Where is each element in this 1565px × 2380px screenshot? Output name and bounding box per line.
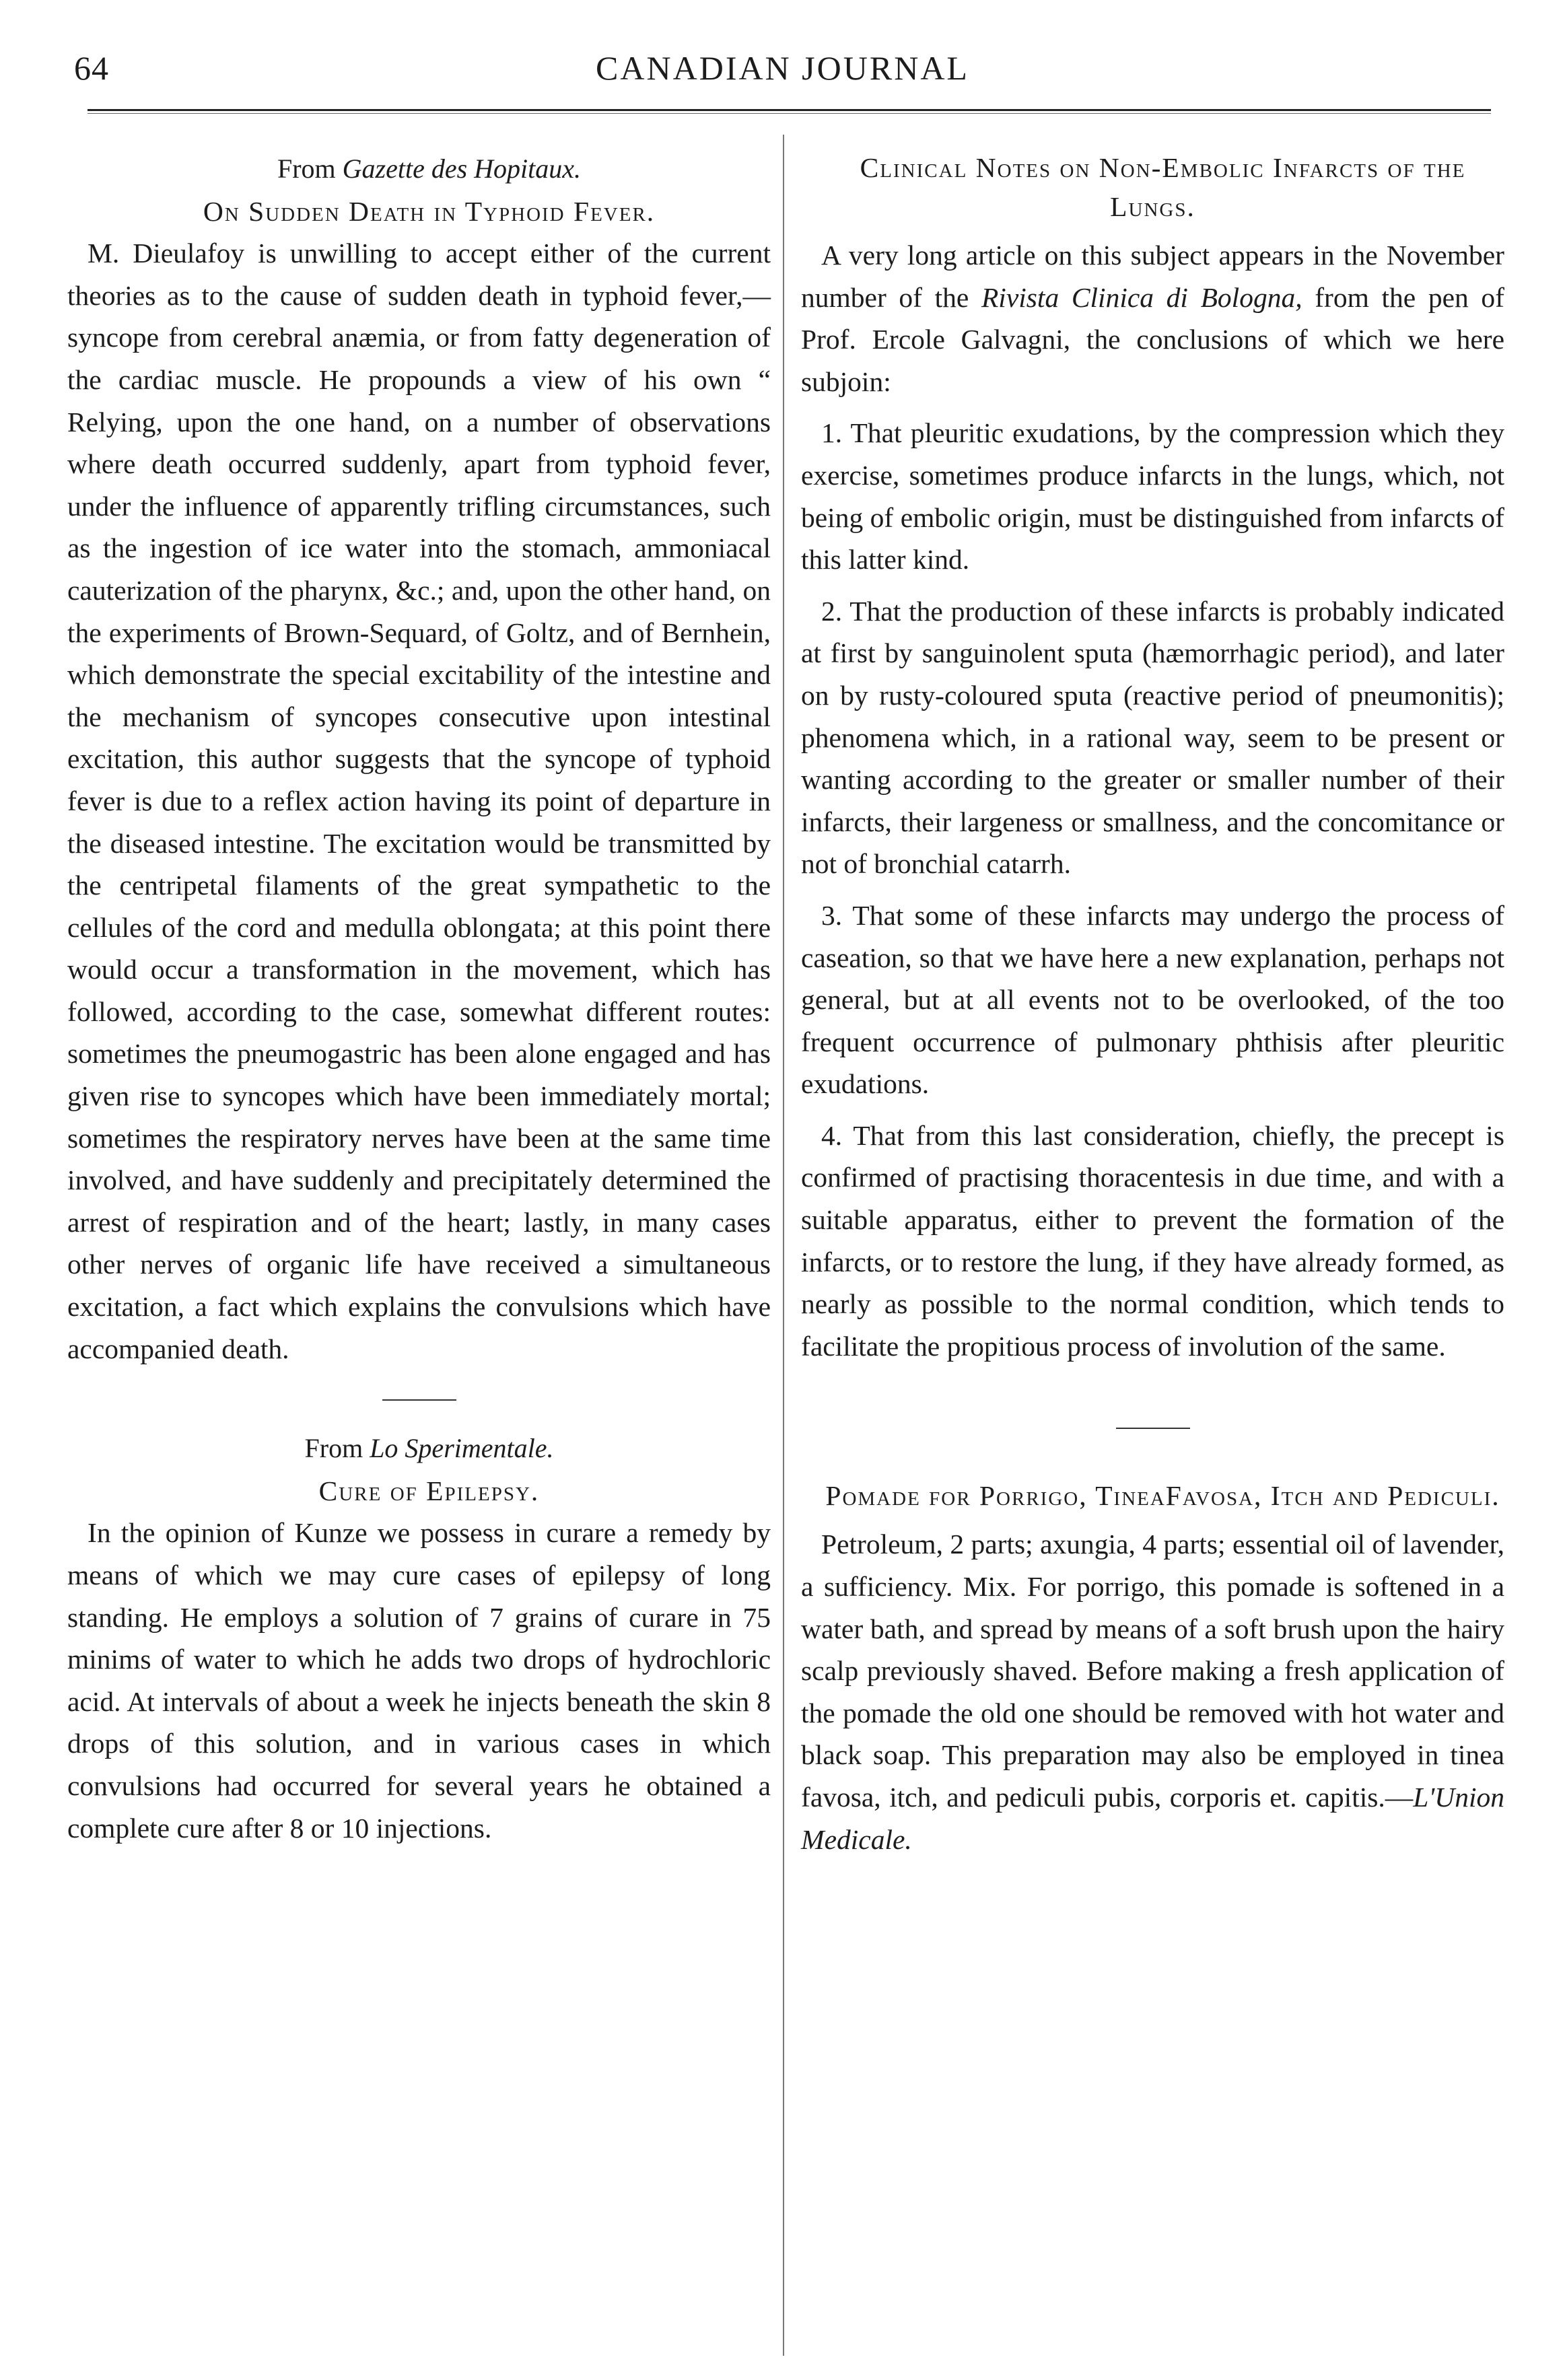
running-title: CANADIAN JOURNAL <box>596 49 969 87</box>
article-source <box>67 148 771 190</box>
numbered-point: 1. That pleuritic exudations, by the compression which they exercise, sometimes produce infarcts in the lungs, which, not being of embolic origin, must be distinguished from infarcts of this latter kind. <box>801 417 1504 575</box>
citation: L'Union Medicale. <box>801 1782 1504 1855</box>
article-title: Cure of Epilepsy. <box>318 1475 540 1506</box>
intro-text: A very long article on this subject appears in the November number of the <box>801 240 1504 313</box>
numbered-point: 4. That from this last consideration, chiefly, the precept is confirmed of practising thoracentesis in due time, and with a suitable apparatus, either to prevent the formation of the infarcts, or to restore the lung, if they have already formed, as nearly as possible to the normal condition, which tends to facilitate the propitious process of involution of the same. <box>801 1119 1504 1362</box>
numbered-point: 3. That some of these infarcts may undergo the process of caseation, so that we have here a new explanation, perhaps not general, but at all events not to be overlooked, of the too frequent occurrence of pulmonary phthisis after pleuritic exudations. <box>801 899 1504 1100</box>
article-body <box>801 1523 1504 1860</box>
source-name: Gazette des Hopitaux. <box>342 153 582 184</box>
numbered-point: 2. That the production of these infarcts is probably indicated at first by sanguinolent sputa (hæmorrhagic period), and later on by rusty-coloured sputa (reactive period of pneumonitis); phenomena which, in a rational way, seem to be present or wanting according to the greater or smaller number of their infarcts, their largeness or smallness, and the concomitance or not of bronchial catarrh. <box>801 595 1504 880</box>
journal-name: Rivista Clinica di Bologna, <box>981 281 1302 313</box>
page-number: 64 <box>74 49 109 87</box>
article-intro <box>801 234 1504 403</box>
section-divider <box>1116 1428 1190 1429</box>
article-title: On Sudden Death in Typhoid Fever. <box>203 195 656 227</box>
source-name: Lo Sperimentale. <box>370 1433 554 1464</box>
left-column <box>67 148 771 1849</box>
body-text: Petroleum, 2 parts; axungia, 4 parts; essential oil of lavender, a sufficiency. Mix. For porrigo, this pomade is softened in a water bath, and spread by means of a soft brush upon the hairy scalp previously shaved. Before making a fresh application of the pomade the old one should be removed with hot water and black soap. This preparation may also be employed in tinea favosa, itch, and pediculi pubis, corporis et. capitis.— <box>801 1529 1504 1813</box>
right-column <box>801 148 1504 1860</box>
article-title: Pomade for Porrigo, TineaFavosa, Itch and Pediculi. <box>825 1480 1500 1512</box>
article-body: M. Dieulafoy is unwilling to accept either of the current theories as to the cause of sudden death in typhoid fever,—syncope from cerebral anæmia, or from fatty degeneration of the cardiac muscle. He propounds a view of his own “ Relying, upon the one hand, on a number of observations where death occurred suddenly, apart from typhoid fever, under the influence of apparently trifling circumstances, such as the ingestion of ice water into the stomach, ammoniacal cauterization of the pharynx, &c.; and, upon the other hand, on the experiments of Brown-Sequard, of Goltz, and of Bernhein, which demonstrate the special excitability of the intestine and the mechanism of syncopes consecutive upon intestinal excitation, this author suggests that the syncope of typhoid fever is due to a reflex action having its point of departure in the diseased intestine. The excitation would be transmitted by the centripetal filaments of the great sympathetic to the cellules of the cord and medulla oblongata; at this point there would occur a transformation in the movement, which has followed, according to the case, somewhat different routes: sometimes the pneumogastric has been alone engaged and has given rise to syncopes which have been immediately mortal; sometimes the respiratory nerves have been at the same time involved, and have suddenly and precipitately determined the arrest of respiration and of the heart; lastly, in many cases other nerves of organic life have received a simultaneous excitation, a fact which explains the convulsions which have accompanied death. <box>67 238 771 1364</box>
article-title: Clinical Notes on Non-Embolic Infarcts of the Lungs. <box>860 152 1466 222</box>
column-divider <box>783 135 784 2356</box>
header-rule <box>88 109 1491 114</box>
article-source <box>67 1428 771 1470</box>
intro-text: from the pen of Prof. Ercole Galvagni, the conclusions of which we here subjoin: <box>801 281 1504 397</box>
section-divider <box>382 1399 456 1401</box>
article-body: In the opinion of Kunze we possess in curare a remedy by means of which we may cure cases of epilepsy of long standing. He employs a solution of 7 grains of curare in 75 minims of water to which he adds two drops of hydrochloric acid. At intervals of about a week he injects beneath the skin 8 drops of this solution, and in various cases in which convulsions had occurred for several years he obtained a complete cure after 8 or 10 injections. <box>67 1517 771 1844</box>
source-prefix: From <box>277 153 343 184</box>
source-prefix: From <box>304 1433 370 1464</box>
